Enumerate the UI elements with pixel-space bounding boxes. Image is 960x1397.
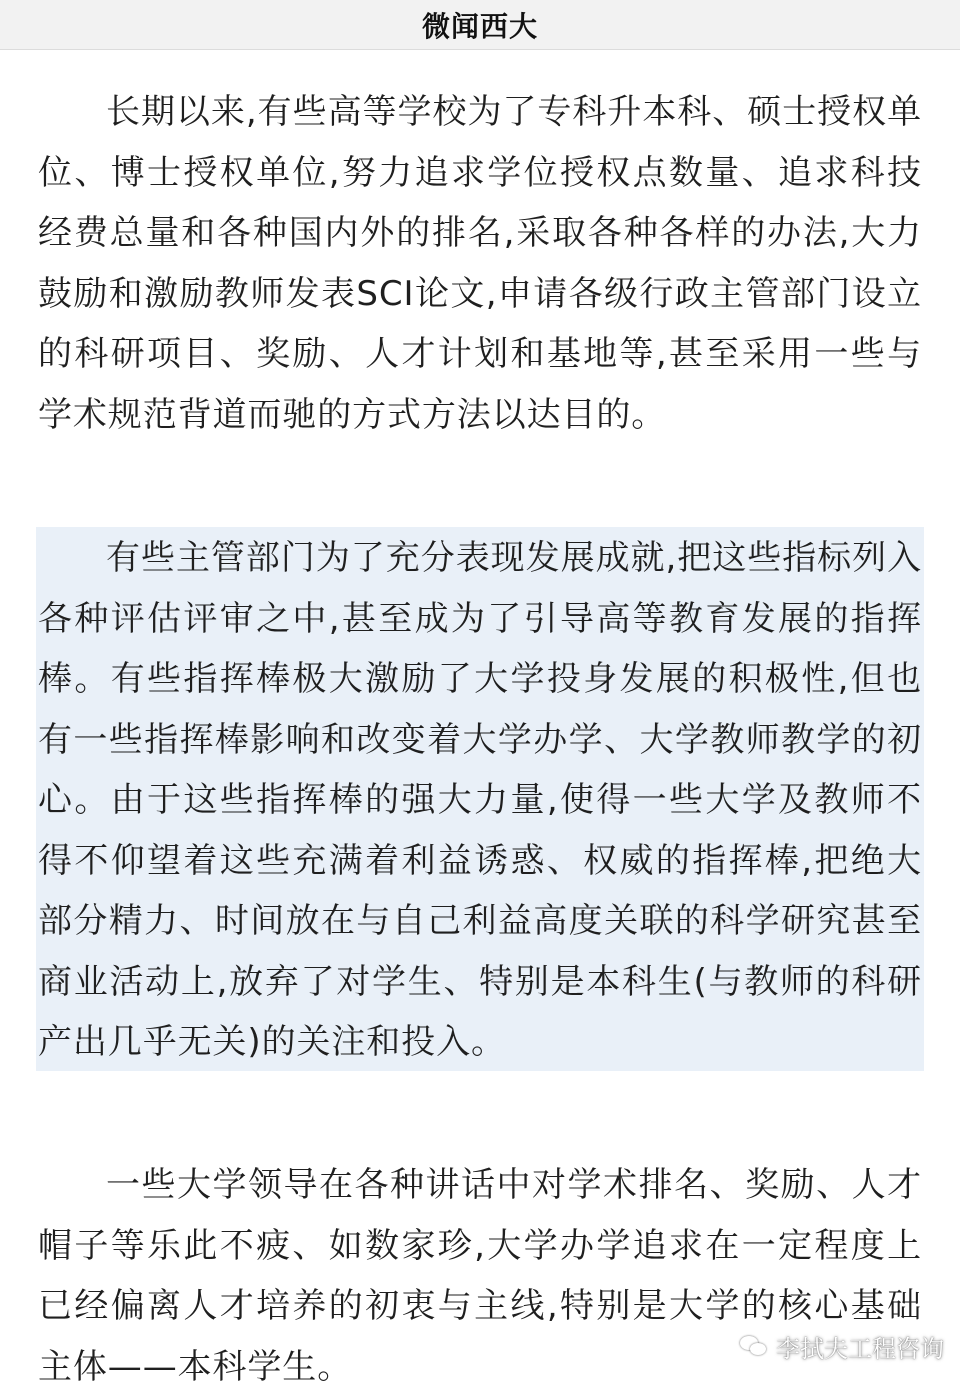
paragraph-text: 长期以来,有些高等学校为了专科升本科、硕士授权单位、博士授权单位,努力追求学位授权点数量、追求科技经费总量和各种国内外的排名,采取各种各样的办法,大力鼓励和激励教师发表SCI论文,申请各级行政主管部门设立的科研项目、奖励、人才计划和基地等,甚至采用一些与学术规范背道而驰的方式方法以达目的。 (38, 92, 922, 435)
article-paragraph-2 (38, 528, 922, 1073)
paragraph-text: 有些主管部门为了充分表现发展成就,把这些指标列入各种评估评审之中,甚至成为了引导高等教育发展的指挥棒。有些指挥棒极大激励了大学投身发展的积极性,但也有一些指挥棒影响和改变着大学办学、大学教师教学的初心。由于这些指挥棒的强大力量,使得一些大学及教师不得不仰望着这些充满着利益诱惑、权威的指挥棒,把绝大部分精力、时间放在与自己利益高度关联的科学研究甚至商业活动上,放弃了对学生、特别是本科生(与教师的科研产出几乎无关)的关注和投入。 (38, 538, 922, 1062)
page-title: 微闻西大 (421, 9, 538, 43)
app-header (0, 0, 960, 50)
wechat-icon (740, 1334, 768, 1358)
article-paragraph-1 (38, 82, 922, 445)
paragraph-text: 一些大学领导在各种讲话中对学术排名、奖励、人才帽子等乐此不疲、如数家珍,大学办学追求在一定程度上已经偏离人才培养的初衷与主线,特别是大学的核心基础主体——本科学生。 (38, 1165, 922, 1387)
watermark (740, 1329, 944, 1363)
watermark-text: 李拭夫工程咨询 (776, 1334, 944, 1363)
